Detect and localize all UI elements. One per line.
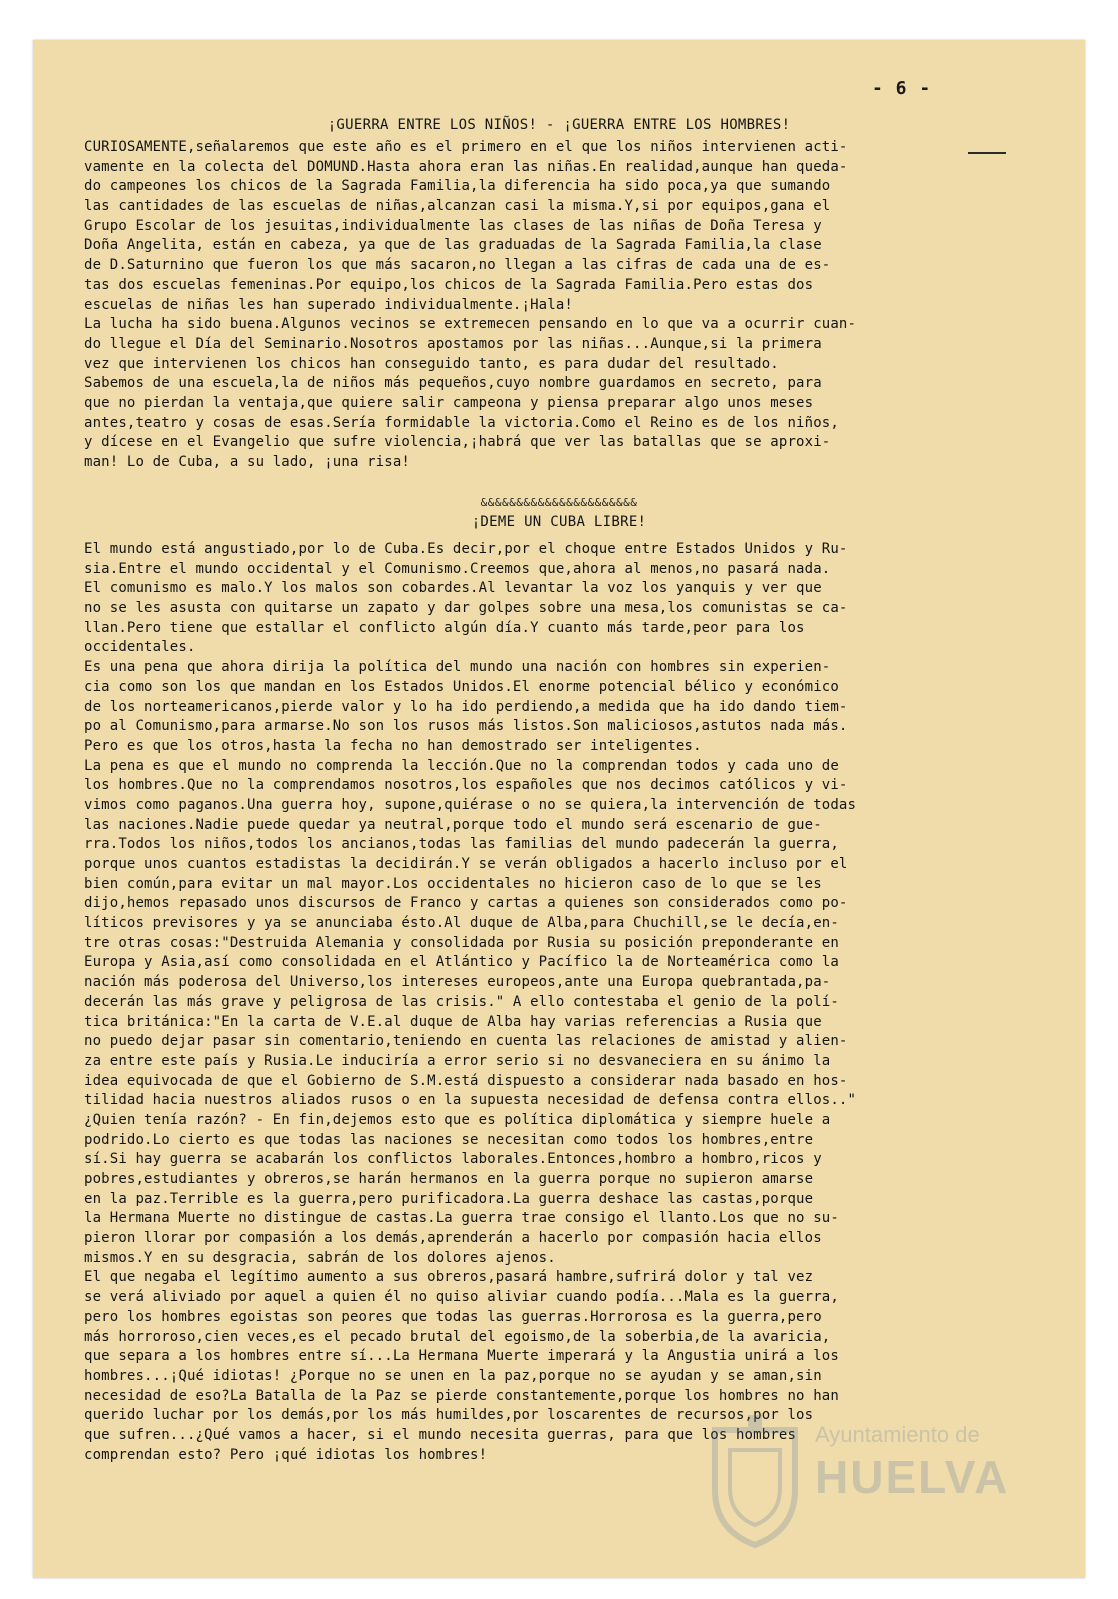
text-line: nación más poderosa del Universo,los intereses europeos,ante una Europa quebrantada,pa- [84, 974, 831, 991]
text-line: pieron llorar por compasión a los demás,aprenderán a hacerlo por compasión hacia ellos [84, 1230, 822, 1247]
text-line: que no pierdan la ventaja,que quiere salir campeona y piensa preparar algo unos meses [84, 394, 814, 411]
watermark-line1: Ayuntamiento de [815, 1422, 980, 1447]
text-line: porque unos cuantos estadistas la decidirán.Y se verán obligados a hacerlo incluso por el [84, 856, 848, 872]
text-line: decerán las más grave y peligrosa de las crisis." A ello contestaba el genio de la polí- [84, 993, 839, 1010]
text-line: llan.Pero tiene que estallar el conflicto algún día.Y cuanto más tarde,peor para los [84, 619, 805, 636]
text-line: ¿Quien tenía razón? - En fin,dejemos esto que es política diplomática y siempre huele a [84, 1111, 831, 1128]
text-line: los hombres.Que no la comprendamos nosotros,los españoles que nos decimos católicos y vi- [84, 777, 848, 794]
text-line: de los norteamericanos,pierde valor y lo ha ido perdiendo,a medida que ha ido dando tiem- [84, 698, 848, 715]
text-line: Doña Angelita, están en cabeza, ya que de las graduadas de la Sagrada Familia,la clase [84, 237, 822, 254]
text-line: que separa a los hombres entre sí...La Hermana Muerte imperará y la Angustia unirá a los [84, 1348, 839, 1365]
text-line: y dícese en el Evangelio que sufre violencia,¡habrá que ver las batallas que se aproxi- [84, 434, 831, 451]
text-line: podrido.Lo cierto es que todas las naciones se necesitan como todos los hombres,entre [84, 1131, 814, 1148]
text-line: dijo,hemos repasado unos discursos de Franco y cartas a quienes son considerados como po- [84, 895, 848, 912]
text-line: do llegue el Día del Seminario.Nosotros apostamos por las niñas...Aunque,si la primera [84, 335, 822, 352]
text-line: Grupo Escolar de los jesuitas,individualmente las clases de las niñas de Doña Teresa y [84, 217, 822, 234]
section1-body [84, 138, 1044, 473]
text-line: que sufren...¿Qué vamos a hacer, si el mundo necesita guerras, para que los hombres [84, 1426, 797, 1443]
text-line: querido luchar por los demás,por los más humildes,por loscarentes de recursos,por los [84, 1407, 814, 1424]
text-line: pobres,estudiantes y obreros,se harán hermanos en la guerra porque no supieron amarse [84, 1171, 814, 1187]
text-line: tas dos escuelas femeninas.Por equipo,los chicos de la Sagrada Familia.Pero estas dos [84, 276, 814, 293]
text-line: vamente en la colecta del DOMUND.Hasta ahora eran las niñas.En realidad,aunque han queda- [84, 158, 848, 175]
text-line: la Hermana Muerte no distingue de castas.La guerra trae consigo el llanto.Los que no su- [84, 1210, 839, 1227]
text-line: Sabemos de una escuela,la de niños más pequeños,cuyo nombre guardamos en secreto, para [84, 375, 822, 392]
text-line: líticos previsores y ya se anunciaba ésto.Al duque de Alba,para Chuchill,se le decía,en- [84, 915, 839, 932]
watermark-line2: HUELVA [815, 1451, 1010, 1503]
text-line: za entre este país y Rusia.Le induciría a error serio si no desvaneciera en su ánimo la [84, 1052, 831, 1069]
text-line: más horroroso,cien veces,es el pecado brutal del egoismo,de la soberbia,de la avaricia, [84, 1328, 831, 1345]
text-line: de D.Saturnino que fueron los que más sacaron,no llegan a las cifras de cada una de es- [84, 257, 831, 274]
text-line: mismos.Y en su desgracia, sabrán de los dolores ajenos. [84, 1249, 556, 1266]
text-line: comprendan esto? Pero ¡qué idiotas los hombres! [84, 1446, 488, 1463]
text-line: occidentales. [84, 639, 196, 656]
text-line: idea equivocada de que el Gobierno de S.M.está dispuesto a considerar nada basado en hos- [84, 1072, 848, 1089]
text-line: tre otras cosas:"Destruida Alemania y consolidada por Rusia su posición preponderante en [84, 934, 839, 951]
section-separator: &&&&&&&&&&&&&&&&&&&&&& [480, 496, 638, 509]
text-line: El comunismo es malo.Y los malos son cobardes.Al levantar la voz los yanquis y ver que [84, 580, 822, 597]
text-line: po al Comunismo,para armarse.No son los rusos más listos.Son maliciosos,astutos nada más. [84, 718, 848, 735]
text-line: tilidad hacia nuestros aliados rusos o en la supuesta necesidad de defensa contra ellos.." [84, 1092, 857, 1109]
text-line: rra.Todos los niños,todos los ancianos,todas las familias del mundo padecerán la guerra, [84, 836, 839, 853]
text-line: bien común,para evitar un mal mayor.Los occidentales no hicieron caso de lo que se les [84, 875, 822, 892]
text-line: sí.Si hay guerra se acabarán los conflictos laborales.Entonces,hombro a hombro,ricos y [84, 1151, 822, 1168]
section2-title: ¡DEME UN CUBA LIBRE! [471, 514, 647, 530]
section2-body [84, 540, 1044, 1465]
text-line: hombres...¡Qué idiotas! ¿Porque no se unen en la paz,porque no se ayudan y se aman,sin [84, 1367, 822, 1384]
text-line: La lucha ha sido buena.Algunos vecinos se extremecen pensando en lo que va a ocurrir cuan- [84, 316, 857, 333]
text-line: vez que intervienen los chicos han conseguido tanto, es para dudar del resultado. [84, 355, 779, 372]
text-line: las cantidades de las escuelas de niñas,alcanzan casi la misma.Y,si por equipos,gana el [84, 198, 831, 215]
text-line: antes,teatro y cosas de esas.Sería formidable la victoria.Como el Reino es de los niños, [84, 414, 839, 431]
text-line: pero los hombres egoistas son peores que todas las guerras.Horrorosa es la guerra,pero [84, 1308, 822, 1325]
text-line: Europa y Asia,así como consolidada en el Atlántico y Pacífico la de Norteamérica como la [84, 954, 839, 971]
section1-title: ¡GUERRA ENTRE LOS NIÑOS! - ¡GUERRA ENTRE LOS HOMBRES! [327, 117, 791, 133]
text-line: tica británica:"En la carta de V.E.al duque de Alba hay varias referencias a Rusia que [84, 1013, 822, 1030]
text-line: sia.Entre el mundo occidental y el Comunismo.Creemos que,ahora al menos,no pasará nada. [84, 560, 831, 577]
text-line: necesidad de eso?La Batalla de la Paz se pierde constantemente,porque los hombres no han [84, 1387, 839, 1404]
text-line: vimos como paganos.Una guerra hoy, supone,quiérase o no se quiera,la intervención de todas [84, 796, 857, 813]
text-line: do campeones los chicos de la Sagrada Familia,la diferencia ha sido poca,ya que sumando [84, 178, 831, 195]
text-line: se verá aliviado por aquel a quien él no quiso aliviar cuando podía...Mala es la guerra, [84, 1289, 839, 1306]
text-line: escuelas de niñas les han superado individualmente.¡Hala! [84, 296, 573, 313]
text-line: man! Lo de Cuba, a su lado, ¡una risa! [84, 454, 410, 470]
text-line: no se les asusta con quitarse un zapato y dar golpes sobre una mesa,los comunistas se ca- [84, 600, 848, 617]
text-line: en la paz.Terrible es la guerra,pero purificadora.La guerra deshace las castas,porque [84, 1190, 814, 1207]
text-line: El que negaba el legítimo aumento a sus obreros,pasará hambre,sufrirá dolor y tal vez [84, 1269, 814, 1286]
text-line: El mundo está angustiado,por lo de Cuba.Es decir,por el choque entre Estados Unidos y Ru- [84, 541, 848, 557]
text-line: cia como son los que mandan en los Estados Unidos.El enorme potencial bélico y económico [84, 678, 839, 695]
text-line: no puedo dejar pasar sin comentario,teniendo en cuenta las relaciones de amistad y alien- [84, 1033, 848, 1050]
text-line: CURIOSAMENTE,señalaremos que este año es el primero en el que los niños intervienen acti- [84, 139, 848, 155]
text-line: las naciones.Nadie puede quedar ya neutral,porque todo el mundo será escenario de gue- [84, 816, 822, 833]
text-line: Pero es que los otros,hasta la fecha no han demostrado ser inteligentes. [84, 737, 702, 754]
text-line: Es una pena que ahora dirija la política del mundo una nación con hombres sin experien- [84, 659, 831, 676]
text-line: La pena es que el mundo no comprenda la lección.Que no la comprendan todos y cada uno de [84, 757, 839, 774]
page-number: - 6 - [872, 78, 932, 99]
